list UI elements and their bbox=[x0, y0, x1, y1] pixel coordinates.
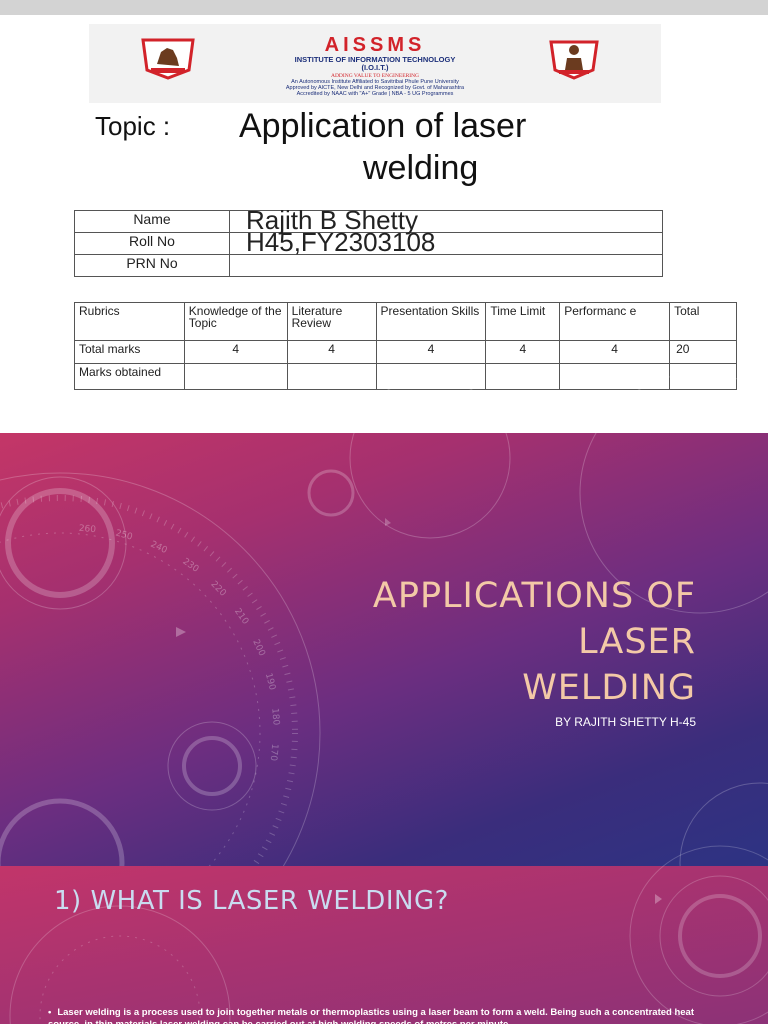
topic-heading bbox=[95, 107, 735, 201]
table-cell: 4 bbox=[287, 341, 376, 364]
table-cell bbox=[287, 364, 376, 390]
table-cell bbox=[184, 364, 287, 390]
roll-no-value: H45,FY2303108 bbox=[230, 233, 663, 255]
table-cell: 20 bbox=[670, 341, 737, 364]
table-cell bbox=[376, 364, 486, 390]
institute-name: AISSMS bbox=[324, 34, 426, 56]
viewer-top-bar bbox=[0, 0, 768, 15]
dial-number: 180 bbox=[269, 707, 281, 726]
name-label: Name bbox=[75, 211, 230, 233]
table-cell: 4 bbox=[486, 341, 560, 364]
dial-number: 220 bbox=[208, 579, 228, 599]
table-cell bbox=[486, 364, 560, 390]
table-cell bbox=[670, 364, 737, 390]
table-header-cell: Knowledge of the Topic bbox=[184, 303, 287, 341]
slide-title: APPLICATIONS OF LASER WELDING bbox=[372, 576, 696, 708]
dial-number: 190 bbox=[262, 672, 277, 692]
table-header-cell: Literature Review bbox=[287, 303, 376, 341]
table-cell: Marks obtained bbox=[75, 364, 185, 390]
content-slide bbox=[0, 866, 768, 1030]
table-cell: Total marks bbox=[75, 341, 185, 364]
table-header-cell: Rubrics bbox=[75, 303, 185, 341]
body-text: Laser welding is a process used to join together metals or thermoplastics using a laser beam to form a weld. Being such a concentrated heat source, in thin materials laser welding can be carried out at high welding speeds of metres per minute. bbox=[48, 1007, 694, 1030]
prn-no-value bbox=[230, 255, 663, 277]
prn-no-label: PRN No bbox=[75, 255, 230, 277]
slide-subtitle: BY RAJITH SHETTY H-45 bbox=[555, 715, 696, 729]
slide-heading: 1) WHAT IS LASER WELDING? bbox=[54, 886, 449, 916]
bullet-icon: • bbox=[48, 1007, 52, 1018]
table-row bbox=[75, 364, 737, 390]
table-row bbox=[75, 341, 737, 364]
table-header-cell: Presentation Skills bbox=[376, 303, 486, 341]
table-cell: 4 bbox=[184, 341, 287, 364]
institute-emblem-right-icon bbox=[543, 36, 605, 80]
table-header-cell: Performanc e bbox=[560, 303, 670, 341]
dial-number: 250 bbox=[114, 528, 134, 543]
dial-number: 240 bbox=[148, 539, 169, 556]
dial-number: 170 bbox=[267, 743, 280, 762]
table-header-row bbox=[75, 303, 737, 341]
dial-number: 210 bbox=[232, 606, 251, 627]
name-value: Rajith B Shetty bbox=[230, 211, 663, 233]
slide-body-text bbox=[48, 1007, 708, 1031]
dial-number: 260 bbox=[78, 523, 97, 536]
table-cell: 4 bbox=[560, 341, 670, 364]
institute-affiliations: An Autonomous Institute Affiliated to Savitribai Phule Pune University Approved by AICTE, New Delhi and Recognized by Govt. of Maharashtra Accredited by NAAC with "A+" Grade | NBA - 5 UG Programmes bbox=[285, 79, 465, 97]
institute-full-name: INSTITUTE OF INFORMATION TECHNOLOGY (I.O.I.T.) bbox=[294, 55, 456, 72]
institute-header-banner bbox=[89, 24, 661, 103]
table-cell: 4 bbox=[376, 341, 486, 364]
table-header-cell: Time Limit bbox=[486, 303, 560, 341]
student-info-table bbox=[74, 205, 663, 277]
table-header-cell: Total bbox=[670, 303, 737, 341]
title-slide bbox=[0, 433, 768, 866]
roll-no-label: Roll No bbox=[75, 233, 230, 255]
dial-number: 230 bbox=[180, 556, 201, 575]
cover-page bbox=[0, 15, 768, 433]
topic-title-line1: Application of laser bbox=[239, 107, 527, 145]
table-row bbox=[75, 255, 663, 277]
table-row bbox=[75, 233, 663, 255]
topic-label: Topic : bbox=[95, 111, 171, 141]
rubrics-table bbox=[74, 302, 737, 390]
table-cell bbox=[560, 364, 670, 390]
topic-title-line2: welding bbox=[363, 149, 479, 187]
dial-number: 200 bbox=[250, 638, 267, 658]
institute-tagline: ADDING VALUE TO ENGINEERING bbox=[330, 73, 420, 79]
